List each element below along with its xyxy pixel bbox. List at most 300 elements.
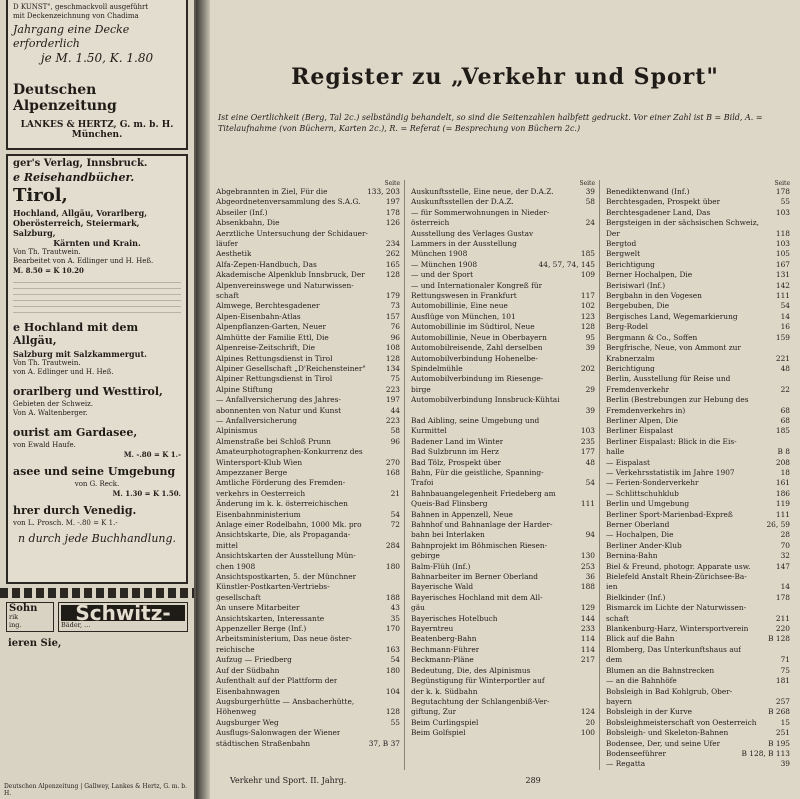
column-header: Seite <box>579 180 595 187</box>
entry-term: Bergisches Land, Wegemarkierung <box>606 311 738 321</box>
register-entry <box>216 406 400 416</box>
entry-term: Änderung im k. k. österreichischen <box>216 499 348 509</box>
register-entry <box>411 676 595 686</box>
entry-page: 20 <box>585 717 595 727</box>
entry-term: bahn bei Interlaken <box>411 530 485 540</box>
register-entry <box>411 249 595 259</box>
entry-page: 26, 59 <box>766 520 790 529</box>
register-entry <box>606 562 790 572</box>
register-entry <box>606 270 790 280</box>
register-entry <box>411 603 595 613</box>
entry-page <box>397 634 400 644</box>
entry-page: 131 <box>775 270 790 280</box>
entry-term: der k. k. Südbahn <box>411 686 478 696</box>
entry-term: Berlin (Bestrebungen zur Hebung des <box>606 395 749 405</box>
ad-ieren: ieren Sie, <box>8 638 62 649</box>
entry-term: Höhenweg <box>216 707 257 717</box>
entry-term: Almhütte der Familie Ettl, Die <box>216 332 329 342</box>
entry-page: 44 <box>390 405 400 415</box>
register-entry <box>606 728 790 738</box>
register-entry <box>606 499 790 509</box>
entry-term: Berner Oberland <box>606 520 670 529</box>
register-entry <box>216 530 400 540</box>
register-entry <box>216 603 400 613</box>
ad-hochland-small: Von Th. Trautwein. <box>13 359 81 367</box>
entry-term: Ansichtskarten, Interessante <box>216 613 325 623</box>
entry-term: Bielkinder (Inf.) <box>606 592 666 602</box>
entry-term: Almwege, Berchtesgadener <box>216 301 320 311</box>
entry-page: 185 <box>775 426 790 436</box>
entry-page: 103 <box>775 239 790 249</box>
entry-term: Berlin und Umgebung <box>606 499 690 509</box>
entry-page: 223 <box>385 415 400 425</box>
register-entry <box>606 739 790 749</box>
left-page-advertisements <box>0 0 196 799</box>
register-entry <box>606 697 790 707</box>
register-entry <box>606 416 790 426</box>
register-entry <box>606 291 790 301</box>
register-entry <box>216 447 400 457</box>
entry-term: Fremdenverkehrs in) <box>606 405 686 415</box>
entry-term: reichische <box>216 644 255 654</box>
entry-term: Blomberg, Das Unterkunftshaus auf <box>606 644 742 654</box>
register-entry <box>606 624 790 634</box>
entry-term: Automobillinie, Neue in Oberbayern <box>411 332 547 342</box>
register-entry <box>411 416 595 426</box>
ad-vorarlberg-small: Gebieten der Schweiz. <box>13 400 93 408</box>
entry-term: Ansichtskarten der Ausstellung Mün- <box>216 551 356 561</box>
entry-term: birge <box>411 384 431 394</box>
entry-page: 142 <box>775 280 790 290</box>
register-entry <box>411 291 595 301</box>
register-entry <box>216 270 400 280</box>
entry-page: 24 <box>585 218 595 228</box>
register-entry <box>216 437 400 447</box>
register-entry <box>411 489 595 499</box>
entry-page <box>592 593 595 603</box>
register-entry <box>411 541 595 551</box>
register-entry <box>606 385 790 395</box>
entry-page: 100 <box>580 728 595 738</box>
register-entry <box>216 416 400 426</box>
register-entry <box>216 728 400 738</box>
register-entry <box>606 458 790 468</box>
entry-page: 126 <box>385 218 400 228</box>
register-entry <box>216 385 400 395</box>
entry-page: 165 <box>385 259 400 269</box>
register-entry <box>411 406 595 416</box>
entry-page: 15 <box>780 717 790 727</box>
ad-price: je M. 1.50, K. 1.80 <box>40 51 154 65</box>
entry-page: 39 <box>585 405 595 415</box>
entry-term: Spindelmühle <box>411 363 463 373</box>
entry-term: Abgeordnetenversammlung des S.A.G. <box>216 197 361 207</box>
entry-page: 178 <box>385 207 400 217</box>
entry-term: Bobsleigh- und Skeleton-Bahnen <box>606 728 729 738</box>
register-entry <box>606 260 790 270</box>
register-entry <box>216 541 400 551</box>
entry-term: Ausflüge von München, 101 <box>411 311 516 321</box>
register-entry <box>411 333 595 343</box>
entry-term: Bad Aibling, seine Umgebung und <box>411 415 540 425</box>
entry-term: gebirge <box>411 551 440 561</box>
entry-term: Bobsleighmeisterschaft von Oesterreich <box>606 717 757 727</box>
entry-term: Eisenbahnministerium <box>216 509 301 519</box>
register-entry <box>411 395 595 405</box>
entry-term: Berg-Rodel <box>606 322 649 332</box>
register-entry <box>216 239 400 249</box>
entry-page: 95 <box>585 332 595 342</box>
entry-page <box>592 354 595 364</box>
register-intro: Ist eine Oertlichkeit (Berg, Tal 2c.) selbständig behandelt, so sind die Seitenzahlen halbfett gedruckt. Vor einer Zahl ist B = Bild, A. = Titelaufnahme (von Büchern, Karten 2c.), R. = Referat (= Besprechung von Büchern 2c.) <box>218 113 763 133</box>
entry-term: Ausstellung des Verlages Gustav <box>411 228 534 238</box>
entry-page <box>397 572 400 582</box>
entry-term: Berchtesgaden, Prospekt über <box>606 197 721 207</box>
register-entry <box>606 239 790 249</box>
register-entry <box>606 249 790 259</box>
register-entry <box>606 655 790 665</box>
register-entry <box>606 530 790 540</box>
entry-term: Bobsleigh in Bad Kohlgrub, Ober- <box>606 686 733 696</box>
entry-term: Automobillinie, Eine neue <box>411 301 508 311</box>
entry-term: Beim Golfspiel <box>411 728 466 738</box>
entry-term: Bobsleigh in der Kurve <box>606 707 693 717</box>
register-entry <box>606 707 790 717</box>
register-column-3 <box>606 180 794 770</box>
entry-term: Bayerntreu <box>411 624 454 634</box>
register-entry <box>606 187 790 197</box>
register-entry <box>216 489 400 499</box>
column-header: Seite <box>774 180 790 187</box>
register-entry <box>411 572 595 582</box>
register-entry <box>411 208 595 218</box>
entry-term: Berliner Eispalast <box>606 426 674 436</box>
entry-term: Automobilreisende, Zahl derselben <box>411 343 543 353</box>
entry-page: 185 <box>580 249 595 259</box>
entry-page <box>397 697 400 707</box>
ad-tirol-line: Kärnten und Krain. <box>53 238 141 248</box>
entry-term: mittel <box>216 540 239 550</box>
register-entry <box>216 260 400 270</box>
register-entry <box>216 697 400 707</box>
entry-term: Berchtesgadener Land, Das <box>606 207 711 217</box>
entry-term: läufer <box>216 239 239 249</box>
entry-page: 221 <box>775 353 790 363</box>
ad-sohn-line: ing. <box>9 621 22 629</box>
register-entry <box>606 426 790 436</box>
entry-term: Bahnbauangelegenheit Friedeberg am <box>411 488 556 498</box>
register-entry <box>411 645 595 655</box>
entry-term: österreich <box>411 218 450 228</box>
entry-term: Trafoi <box>411 478 434 488</box>
entry-term: Berisiwarl (Inf.) <box>606 280 666 290</box>
entry-term: Balm-Flüh (Inf.) <box>411 561 471 571</box>
entry-page: 76 <box>390 322 400 332</box>
entry-page <box>592 281 595 291</box>
entry-page: 14 <box>780 311 790 321</box>
entry-term: Berliner Ander-Klub <box>606 540 682 550</box>
register-entry <box>606 582 790 592</box>
register-entry <box>411 301 595 311</box>
entry-page: 180 <box>385 665 400 675</box>
entry-term: Berner Hochalpen, Die <box>606 270 693 280</box>
entry-page <box>787 603 790 613</box>
ad-verlag-sub: e Reisehandbücher. <box>13 171 135 184</box>
entry-page <box>787 395 790 405</box>
entry-page: 181 <box>775 676 790 686</box>
entry-term: Alpenpflanzen-Garten, Neuer <box>216 322 327 332</box>
register-entry <box>606 322 790 332</box>
entry-page: 178 <box>775 592 790 602</box>
register-entry <box>411 655 595 665</box>
register-entry <box>216 249 400 259</box>
ad-schwitz-text: Bäder, ... <box>61 621 91 629</box>
register-entry <box>411 499 595 509</box>
register-entry <box>411 624 595 634</box>
entry-page <box>397 728 400 738</box>
entry-term: München 1908 <box>411 249 468 259</box>
page-title: Register zu „Verkehr und Sport" <box>291 64 719 90</box>
register-entry <box>606 749 790 759</box>
entry-page <box>787 218 790 228</box>
register-entry <box>216 551 400 561</box>
ad-tirol-line: Hochland, Allgäu, Vorarlberg, <box>13 208 147 218</box>
entry-page <box>592 520 595 530</box>
register-entry <box>606 208 790 218</box>
entry-term: Bernina-Bahn <box>606 551 658 561</box>
right-page-register <box>210 0 800 799</box>
entry-term: An unsere Mitarbeiter <box>216 603 300 613</box>
register-entry <box>411 551 595 561</box>
entry-page <box>592 239 595 249</box>
register-entry <box>216 374 400 384</box>
entry-page <box>592 374 595 384</box>
register-entry <box>216 655 400 665</box>
entry-term: Ausflugs-Salonwagen der Wiener <box>216 728 341 738</box>
entry-page: 37, B 37 <box>368 738 400 748</box>
entry-page: 157 <box>385 311 400 321</box>
entry-page: 251 <box>775 728 790 738</box>
entry-page <box>787 374 790 384</box>
entry-term: Beim Curlingspiel <box>411 717 479 727</box>
register-entry <box>216 187 400 197</box>
register-entry <box>606 468 790 478</box>
entry-term: — an die Bahnhöfe <box>606 676 677 686</box>
entry-page: 21 <box>390 488 400 498</box>
register-entry <box>216 499 400 509</box>
entry-term: Bahnarbeiter im Berner Oberland <box>411 572 539 582</box>
entry-page: 36 <box>585 572 595 582</box>
entry-term: — Verkehrsstatistik im Jahre 1907 <box>606 467 735 477</box>
register-entry <box>216 333 400 343</box>
entry-page: 28 <box>780 530 790 540</box>
entry-term: schaft <box>606 613 629 623</box>
register-entry <box>606 364 790 374</box>
register-entry <box>606 603 790 613</box>
register-entry <box>216 312 400 322</box>
footer-journal: Verkehr und Sport. II. Jahrg. <box>230 776 347 785</box>
register-entry <box>606 572 790 582</box>
register-entry <box>216 572 400 582</box>
entry-page: 128 <box>385 353 400 363</box>
register-entry <box>411 354 595 364</box>
register-entry <box>411 281 595 291</box>
schwitz-logo: Schwitz- <box>61 605 185 621</box>
register-entry <box>216 707 400 717</box>
entry-page: 234 <box>385 239 400 249</box>
register-entry <box>216 426 400 436</box>
ad-publisher: LANKES & HERTZ, G. m. b. H. <box>20 120 174 130</box>
ad-umgebung-title: asee und seine Umgebung <box>13 465 176 478</box>
register-entry <box>216 458 400 468</box>
entry-term: städtischen Straßenbahn <box>216 738 311 748</box>
entry-page: 111 <box>775 509 790 519</box>
entry-page: 235 <box>580 436 595 446</box>
register-entry <box>606 510 790 520</box>
register-entry <box>606 312 790 322</box>
register-entry <box>216 281 400 291</box>
register-entry <box>411 312 595 322</box>
register-entry <box>216 197 400 207</box>
entry-page: 177 <box>580 447 595 457</box>
ad-buchhandlung: n durch jede Buchhandlung. <box>17 532 177 545</box>
entry-term: Biel & Freund, photogr. Apparate usw. <box>606 561 751 571</box>
entry-page: 128 <box>385 707 400 717</box>
entry-term: Augsburgerhütte — Ansbacherhütte, <box>216 696 355 706</box>
entry-term: Queis-Bad Flinsberg <box>411 499 488 509</box>
entry-page: 253 <box>580 561 595 571</box>
entry-page: 144 <box>580 613 595 623</box>
entry-term: Ansichtspostkarten, 5. der Münchner <box>216 572 357 582</box>
entry-term: Künstler-Postkarten-Vertriebs- <box>216 582 330 592</box>
entry-page: 75 <box>780 665 790 675</box>
register-entry <box>216 354 400 364</box>
entry-term: Alpiner Gesellschaft „D'Reichensteiner" <box>216 363 366 373</box>
entry-term: Amateurphotographen-Konkurrenz des <box>216 447 363 457</box>
register-entry <box>606 333 790 343</box>
entry-term: Automobilverbindung Hohenelbe- <box>411 353 538 363</box>
register-entry <box>216 478 400 488</box>
entry-page: 202 <box>580 363 595 373</box>
register-entry <box>606 197 790 207</box>
entry-term: — Anfallversicherung des Jahres- <box>216 395 341 405</box>
entry-term: Bergbahn in den Vogesen <box>606 291 702 301</box>
entry-term: Alfa-Zepen-Handbuch, Das <box>216 259 317 269</box>
register-entry <box>216 739 400 749</box>
register-entry <box>411 426 595 436</box>
page-footer <box>230 776 780 785</box>
entry-term: Automobilverbindung im Riesenge- <box>411 374 544 384</box>
register-entry <box>216 229 400 239</box>
entry-term: Bodenseeführer <box>606 748 666 758</box>
entry-page: 197 <box>385 395 400 405</box>
register-entry <box>411 458 595 468</box>
entry-term: Der <box>606 228 620 238</box>
entry-term: Krabnerzalm <box>606 353 655 363</box>
register-entry <box>411 562 595 572</box>
entry-page: B 128, B 113 <box>741 748 790 758</box>
entry-page: 109 <box>580 270 595 280</box>
register-entry <box>606 218 790 228</box>
entry-term: Berliner Sport-Marienbad-Expreß <box>606 509 733 519</box>
register-entry <box>606 354 790 364</box>
entry-term: Berliner Alpen, Die <box>606 415 679 425</box>
ad-verlag-head: ger's Verlag, Innsbruck. <box>13 158 148 169</box>
entry-term: Appenzeller Berge (Inf.) <box>216 624 307 634</box>
entry-page: 178 <box>775 187 790 196</box>
entry-term: Berliner Eispalast: Blick in die Eis- <box>606 436 737 446</box>
entry-page <box>397 676 400 686</box>
entry-term: Bad Tölz, Prospekt über <box>411 457 502 467</box>
entry-page <box>787 572 790 582</box>
entry-page: 102 <box>580 301 595 311</box>
register-entry <box>606 676 790 686</box>
entry-term: Almenstraße bei Schloß Prunn <box>216 436 331 446</box>
register-entry <box>606 437 790 447</box>
entry-page: 39 <box>585 343 595 353</box>
entry-term: — und Internationaler Kongreß für <box>411 280 543 290</box>
entry-page <box>397 447 400 457</box>
ad-sohn <box>6 602 54 632</box>
register-entry <box>606 406 790 416</box>
entry-page <box>592 687 595 697</box>
entry-page: 262 <box>385 249 400 259</box>
entry-page <box>592 416 595 426</box>
ad-city: München. <box>71 130 123 140</box>
entry-page <box>592 510 595 520</box>
register-entry <box>411 530 595 540</box>
entry-term: halle <box>606 447 625 457</box>
entry-term: — und der Sport <box>411 270 474 280</box>
entry-page: 44, 57, 74, 145 <box>538 259 595 269</box>
register-entry <box>411 634 595 644</box>
entry-term: Akademische Alpenklub Innsbruck, Der <box>216 270 365 280</box>
entry-page: B 268 <box>768 707 790 717</box>
entry-page: 220 <box>775 624 790 634</box>
entry-page: 208 <box>775 457 790 467</box>
entry-page: 180 <box>385 561 400 571</box>
register-entry <box>216 634 400 644</box>
entry-term: gesellschaft <box>216 592 261 602</box>
register-entry <box>411 270 595 280</box>
entry-page: B 8 <box>777 447 790 457</box>
register-entry <box>606 645 790 655</box>
register-entry <box>216 718 400 728</box>
register-entry <box>411 322 595 332</box>
register-entry <box>216 666 400 676</box>
book-gutter <box>196 0 210 799</box>
register-entry <box>606 687 790 697</box>
entry-term: Beatenberg-Bahn <box>411 634 477 644</box>
entry-page: 55 <box>780 197 790 207</box>
ad-tirol-small: Bearbeitet von A. Edlinger und H. Heß. <box>13 257 154 265</box>
register-entry <box>216 645 400 655</box>
ad-line: D KUNST", geschmackvoll ausgeführt <box>13 3 149 11</box>
register-entry <box>216 322 400 332</box>
entry-term: Bahn, Für die geistliche, Spanning- <box>411 467 544 477</box>
register-entry <box>606 281 790 291</box>
entry-page: 257 <box>775 696 790 706</box>
register-entry <box>411 218 595 228</box>
entry-page: 72 <box>390 520 400 529</box>
entry-page: 114 <box>580 644 595 654</box>
register-entry <box>216 218 400 228</box>
entry-page: 168 <box>385 467 400 477</box>
entry-page: 211 <box>775 613 790 623</box>
entry-term: Blumen an die Bahnstrecken <box>606 665 715 675</box>
entry-term: ien <box>606 582 618 592</box>
register-entry <box>411 718 595 728</box>
